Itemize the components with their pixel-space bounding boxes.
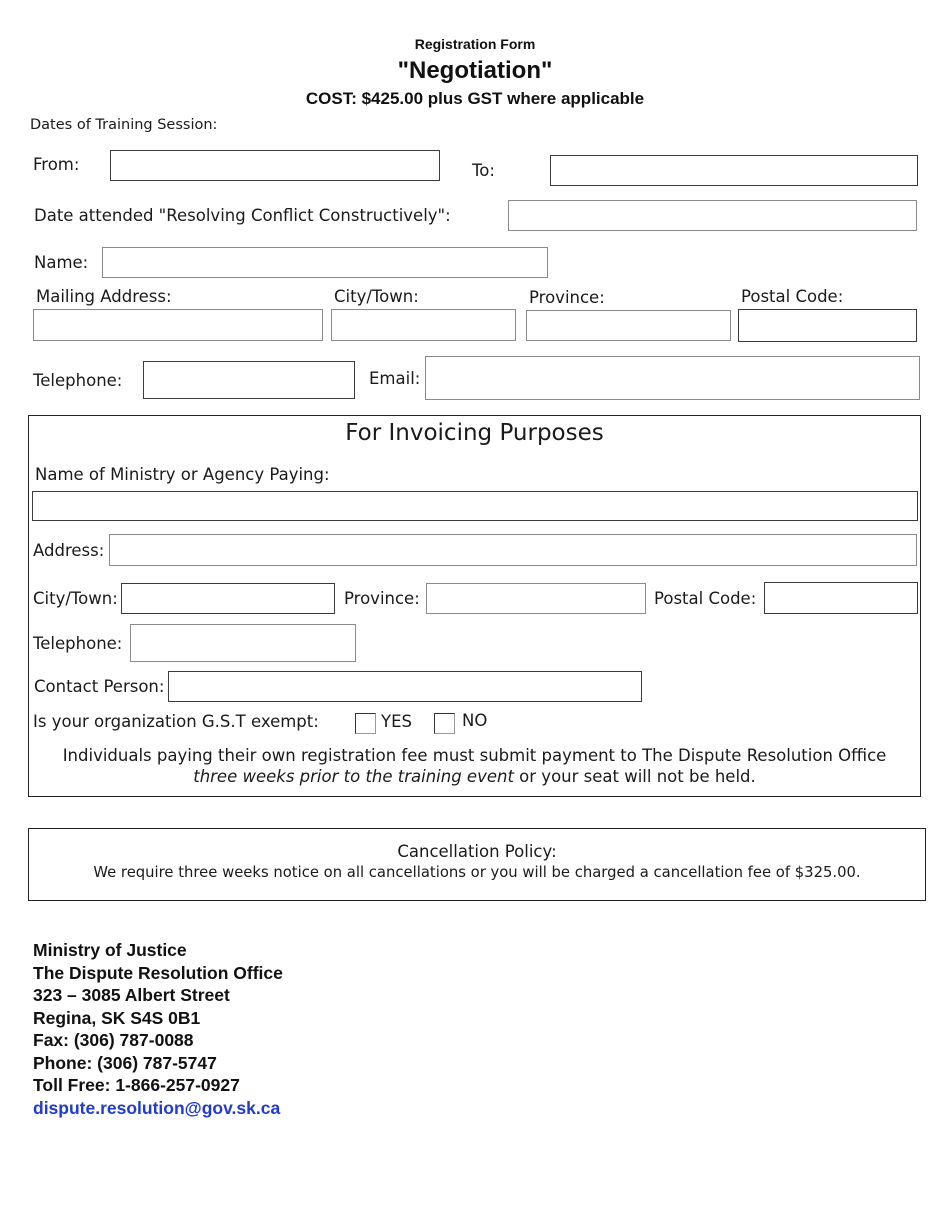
cancellation-heading: Cancellation Policy: bbox=[397, 842, 557, 861]
invoice-city-label: City/Town: bbox=[33, 589, 118, 608]
course-title: "Negotiation" bbox=[397, 57, 553, 84]
province-field[interactable] bbox=[526, 310, 731, 341]
invoice-city-field[interactable] bbox=[121, 583, 335, 614]
payment-note-line2 bbox=[28, 767, 921, 786]
contact-person-label: Contact Person: bbox=[34, 677, 165, 696]
to-label: To: bbox=[472, 161, 495, 180]
to-date-field[interactable] bbox=[550, 155, 918, 186]
ministry-field[interactable] bbox=[32, 491, 918, 521]
province-label: Province: bbox=[529, 288, 605, 307]
contact-street: 323 – 3085 Albert Street bbox=[33, 985, 230, 1005]
mailing-address-field[interactable] bbox=[33, 309, 323, 341]
invoice-telephone-field[interactable] bbox=[130, 624, 356, 662]
contact-fax: Fax: (306) 787-0088 bbox=[33, 1030, 194, 1050]
invoice-address-label: Address: bbox=[33, 541, 105, 560]
contact-phone: Phone: (306) 787-5747 bbox=[33, 1052, 217, 1073]
postal-code-field[interactable] bbox=[738, 309, 917, 342]
contact-person-field[interactable] bbox=[168, 671, 642, 702]
mailing-address-label: Mailing Address: bbox=[36, 287, 172, 306]
cancellation-text: We require three weeks notice on all cancellations or you will be charged a cancellation fee of $325.00. bbox=[93, 864, 861, 881]
contact-block bbox=[33, 939, 283, 1119]
gst-yes-checkbox[interactable] bbox=[355, 713, 376, 734]
name-label: Name: bbox=[34, 253, 89, 272]
email-field[interactable] bbox=[425, 356, 920, 400]
email-label: Email: bbox=[369, 369, 421, 388]
from-date-field[interactable] bbox=[110, 150, 440, 181]
name-field[interactable] bbox=[102, 247, 548, 278]
date-attended-field[interactable] bbox=[508, 200, 917, 231]
contact-ministry: Ministry of Justice bbox=[33, 940, 187, 960]
invoice-postal-code-field[interactable] bbox=[764, 582, 918, 614]
contact-office: The Dispute Resolution Office bbox=[33, 962, 283, 983]
city-label: City/Town: bbox=[334, 287, 419, 306]
gst-question: Is your organization G.S.T exempt: bbox=[33, 712, 319, 731]
payment-note-tail: or your seat will not be held. bbox=[513, 767, 756, 786]
contact-email-link[interactable]: dispute.resolution@gov.sk.ca bbox=[33, 1097, 281, 1118]
ministry-label: Name of Ministry or Agency Paying: bbox=[35, 465, 330, 484]
form-type-heading: Registration Form bbox=[414, 36, 536, 52]
invoicing-heading: For Invoicing Purposes bbox=[345, 420, 604, 446]
gst-no-checkbox[interactable] bbox=[434, 713, 455, 734]
invoice-province-field[interactable] bbox=[426, 583, 646, 614]
gst-yes-label: YES bbox=[381, 712, 412, 731]
contact-city: Regina, SK S4S 0B1 bbox=[33, 1007, 201, 1028]
date-attended-label: Date attended "Resolving Conflict Constructively": bbox=[34, 206, 451, 225]
telephone-label: Telephone: bbox=[33, 371, 123, 390]
dates-label: Dates of Training Session: bbox=[30, 117, 218, 133]
payment-deadline-emphasis: three weeks prior to the training event bbox=[193, 767, 514, 786]
gst-no-label: NO bbox=[462, 711, 488, 730]
invoice-province-label: Province: bbox=[344, 589, 420, 608]
telephone-field[interactable] bbox=[143, 361, 355, 399]
contact-toll-free: Toll Free: 1-866-257-0927 bbox=[33, 1075, 240, 1095]
payment-note-line1: Individuals paying their own registration fee must submit payment to The Dispute Resolution Office bbox=[62, 746, 887, 765]
postal-code-label: Postal Code: bbox=[741, 287, 844, 306]
city-field[interactable] bbox=[331, 309, 516, 341]
invoice-telephone-label: Telephone: bbox=[33, 634, 123, 653]
cost-line: COST: $425.00 plus GST where applicable bbox=[305, 89, 645, 108]
invoice-address-field[interactable] bbox=[109, 534, 917, 566]
from-label: From: bbox=[33, 155, 80, 174]
invoice-postal-code-label: Postal Code: bbox=[654, 589, 757, 608]
